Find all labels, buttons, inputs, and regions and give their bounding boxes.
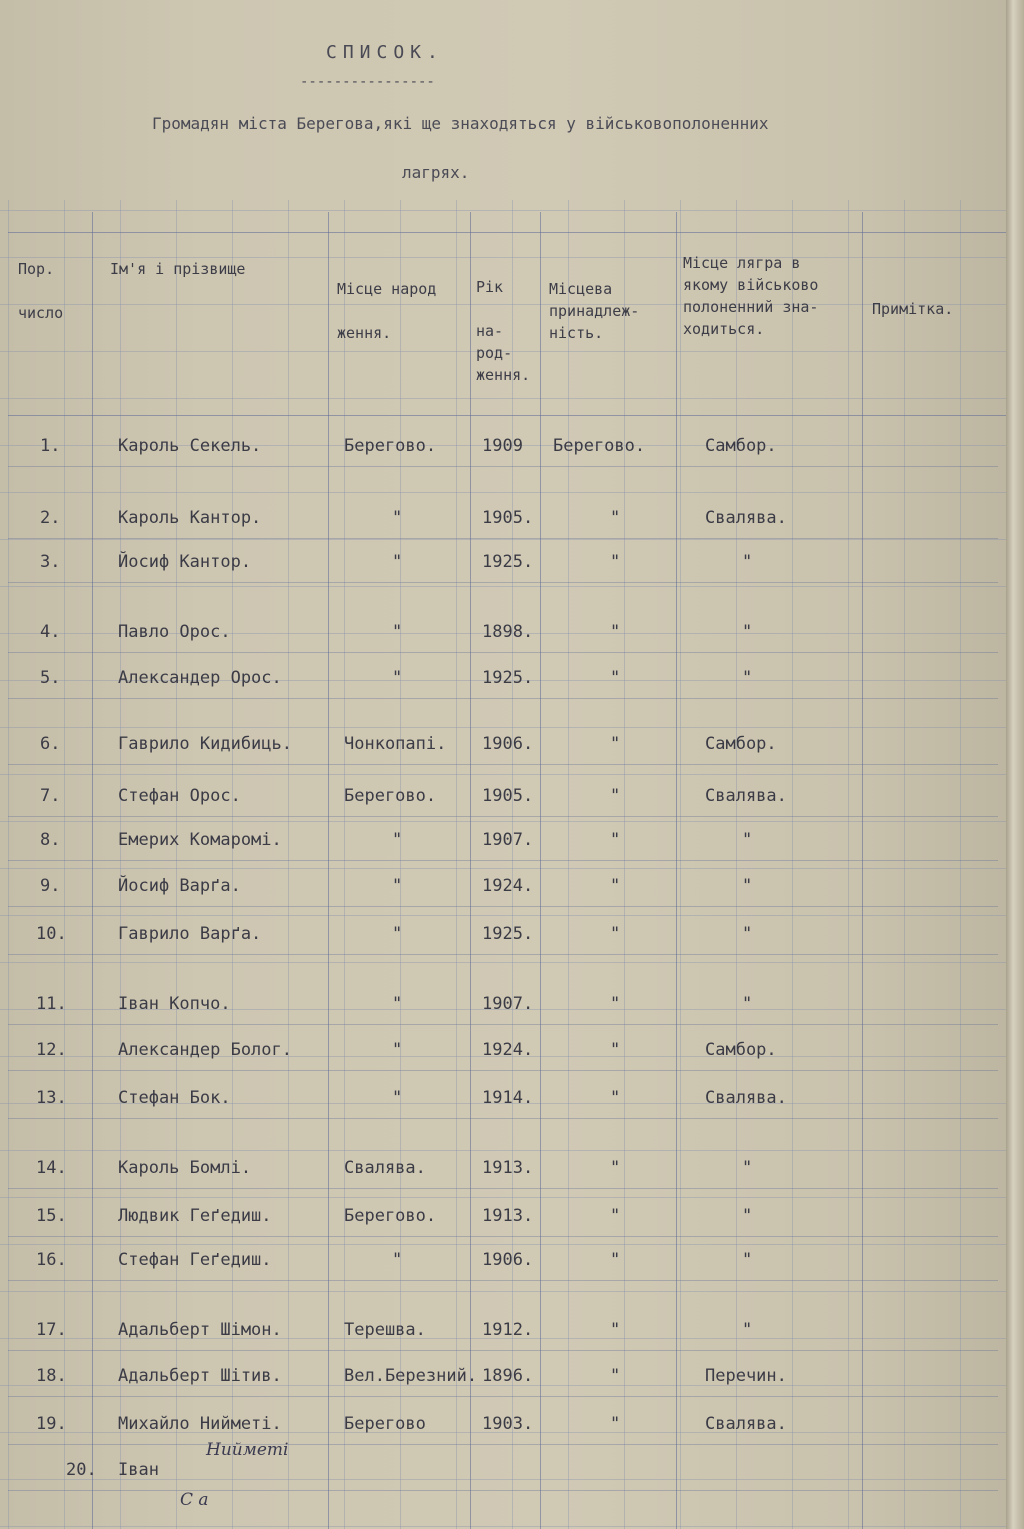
row-birthplace: " [392,622,403,642]
row-camp: " [742,876,753,896]
row-origin: " [610,1366,621,1386]
row-year: 1898. [482,622,534,642]
row-name: Стефан Бок. [118,1088,231,1108]
row-number: 1. [40,436,61,456]
table-top-rule [8,232,1006,233]
row-birthplace: Вел.Березний. [344,1366,478,1386]
row-camp: " [742,830,753,850]
column-divider [540,212,541,1529]
row-camp: Свалява. [705,786,787,806]
row-number: 13. [36,1088,67,1108]
row-camp: Перечин. [705,1366,787,1386]
row-rule [8,816,998,817]
row-origin: " [610,668,621,688]
row-camp: Свалява. [705,1414,787,1434]
row-year: 1924. [482,1040,534,1060]
row-year: 1925. [482,924,534,944]
row-origin: " [610,994,621,1014]
row-number: 17. [36,1320,67,1340]
row-rule [8,652,998,653]
row-origin: " [610,734,621,754]
row-number: 6. [40,734,61,754]
document-title: СПИСОК. [326,42,444,63]
row-birthplace: Свалява. [344,1158,426,1178]
handwritten-note: С а [180,1490,209,1510]
row-camp: " [742,1206,753,1226]
row-number: 8. [40,830,61,850]
row-name: Адальберт Шітив. [118,1366,282,1386]
row-origin: " [610,1414,621,1434]
row-birthplace: " [392,830,403,850]
row-birthplace: " [392,668,403,688]
row-origin: " [610,552,621,572]
row-name: Людвик Геґедиш. [118,1206,272,1226]
row-number: 16. [36,1250,67,1270]
row-rule [8,1070,998,1071]
row-rule [8,1236,998,1237]
handwritten-note: Нийметі [206,1440,289,1460]
row-birthplace: Берегово. [344,436,437,456]
row-year: 1913. [482,1158,534,1178]
row-rule [8,1350,998,1351]
header-name: Ім'я і прізвище [110,260,246,278]
row-year: 1907. [482,830,534,850]
row-origin: " [610,508,621,528]
row-number: 4. [40,622,61,642]
row-name: Кароль Бомлі. [118,1158,252,1178]
row-birthplace: Терешва. [344,1320,426,1340]
row-origin: " [610,924,621,944]
row-year: 1924. [482,876,534,896]
row-number: 9. [40,876,61,896]
row-rule [8,860,998,861]
row-name: Емерих Комаромі. [118,830,282,850]
row-rule [8,906,998,907]
row-name: Александер Болог. [118,1040,292,1060]
row-origin: " [610,1040,621,1060]
row-name: Гаврило Кидибиць. [118,734,292,754]
row-birthplace: " [392,552,403,572]
row-origin: " [610,1088,621,1108]
row-number: 19. [36,1414,67,1434]
row-origin: " [610,1206,621,1226]
row-name: Павло Орос. [118,622,231,642]
row-camp: " [742,924,753,944]
row-rule [8,1188,998,1189]
row-name: Гаврило Варґа. [118,924,262,944]
row-name: Стефан Орос. [118,786,241,806]
column-divider [862,212,863,1529]
row-birthplace: Берегово [344,1414,426,1434]
row-camp: " [742,994,753,1014]
row-rule [8,954,998,955]
row-name: Стефан Геґедиш. [118,1250,272,1270]
row-number: 7. [40,786,61,806]
page-edge [1006,0,1024,1529]
row-year: 1907. [482,994,534,1014]
row-camp: Свалява. [705,508,787,528]
column-divider [328,212,329,1529]
header-note: Примітка. [872,300,954,318]
row-camp: Свалява. [705,1088,787,1108]
row-camp: " [742,552,753,572]
row-camp: " [742,668,753,688]
row-name: Йосиф Кантор. [118,552,252,572]
row-birthplace: " [392,994,403,1014]
row-year: 1925. [482,668,534,688]
row-number: 2. [40,508,61,528]
row-camp: " [742,1320,753,1340]
row-name: Александер Орос. [118,668,282,688]
row-year: 1896. [482,1366,534,1386]
row-year: 1906. [482,734,534,754]
row-origin: " [610,622,621,642]
row-rule [8,466,998,467]
row-rule [8,538,998,539]
row-year: 1906. [482,1250,534,1270]
header-origin: Місцева принадлеж- ність. [549,280,640,342]
row-camp: " [742,622,753,642]
row-year: 1905. [482,786,534,806]
row-camp: Самбор. [705,1040,777,1060]
row-number: 11. [36,994,67,1014]
row-origin: " [610,1158,621,1178]
row-year: 1909 [482,436,523,456]
row-year: 1903. [482,1414,534,1434]
row-origin: " [610,1250,621,1270]
row-camp: " [742,1250,753,1270]
header-year: Рік на- род- ження. [476,278,531,384]
header-number: Пор. число [18,260,64,322]
row-name: Кароль Кантор. [118,508,262,528]
row-rule [8,1280,998,1281]
row-year: 1905. [482,508,534,528]
row-birthplace: " [392,1040,403,1060]
row-year: 1925. [482,552,534,572]
row-name: Іван [118,1460,159,1480]
row-number: 12. [36,1040,67,1060]
row-origin: " [610,876,621,896]
row-name: Іван Копчо. [118,994,231,1014]
row-rule [8,764,998,765]
row-birthplace: Чонкопапі. [344,734,447,754]
row-number: 18. [36,1366,67,1386]
header-birthplace: Місце народ ження. [337,280,437,342]
title-underline: ---------------- [300,74,435,90]
row-rule [8,1490,998,1491]
row-rule [8,1396,998,1397]
row-birthplace: " [392,924,403,944]
row-rule [8,1024,998,1025]
subtitle-line-1: Громадян міста Берегова,які ще знаходяться у військовополоненних [152,114,769,133]
row-birthplace: " [392,1250,403,1270]
header-camp: Місце лягра в якому військово полоненний зна- ходиться. [683,254,819,338]
column-divider [470,212,471,1529]
row-camp: " [742,1158,753,1178]
header-bottom-rule [8,415,1006,416]
row-number: 20. [66,1460,97,1480]
row-number: 15. [36,1206,67,1226]
row-name: Михайло Нийметі. [118,1414,282,1434]
row-origin: " [610,830,621,850]
row-origin: " [610,1320,621,1340]
row-rule [8,698,998,699]
row-birthplace: " [392,1088,403,1108]
column-divider [676,212,677,1529]
subtitle-line-2: лагрях. [402,163,470,182]
row-camp: Самбор. [705,734,777,754]
row-birthplace: " [392,508,403,528]
row-birthplace: Берегово. [344,786,437,806]
row-number: 3. [40,552,61,572]
row-year: 1912. [482,1320,534,1340]
row-rule [8,1118,998,1119]
row-year: 1914. [482,1088,534,1108]
row-rule [8,582,998,583]
column-divider [92,212,93,1529]
row-origin: Берегово. [553,436,646,456]
row-rule [8,1444,998,1445]
row-number: 10. [36,924,67,944]
row-name: Йосиф Варґа. [118,876,241,896]
row-year: 1913. [482,1206,534,1226]
row-name: Адальберт Шімон. [118,1320,282,1340]
row-number: 14. [36,1158,67,1178]
row-name: Кароль Секель. [118,436,262,456]
row-birthplace: " [392,876,403,896]
row-birthplace: Берегово. [344,1206,437,1226]
row-camp: Самбор. [705,436,777,456]
row-origin: " [610,786,621,806]
row-number: 5. [40,668,61,688]
